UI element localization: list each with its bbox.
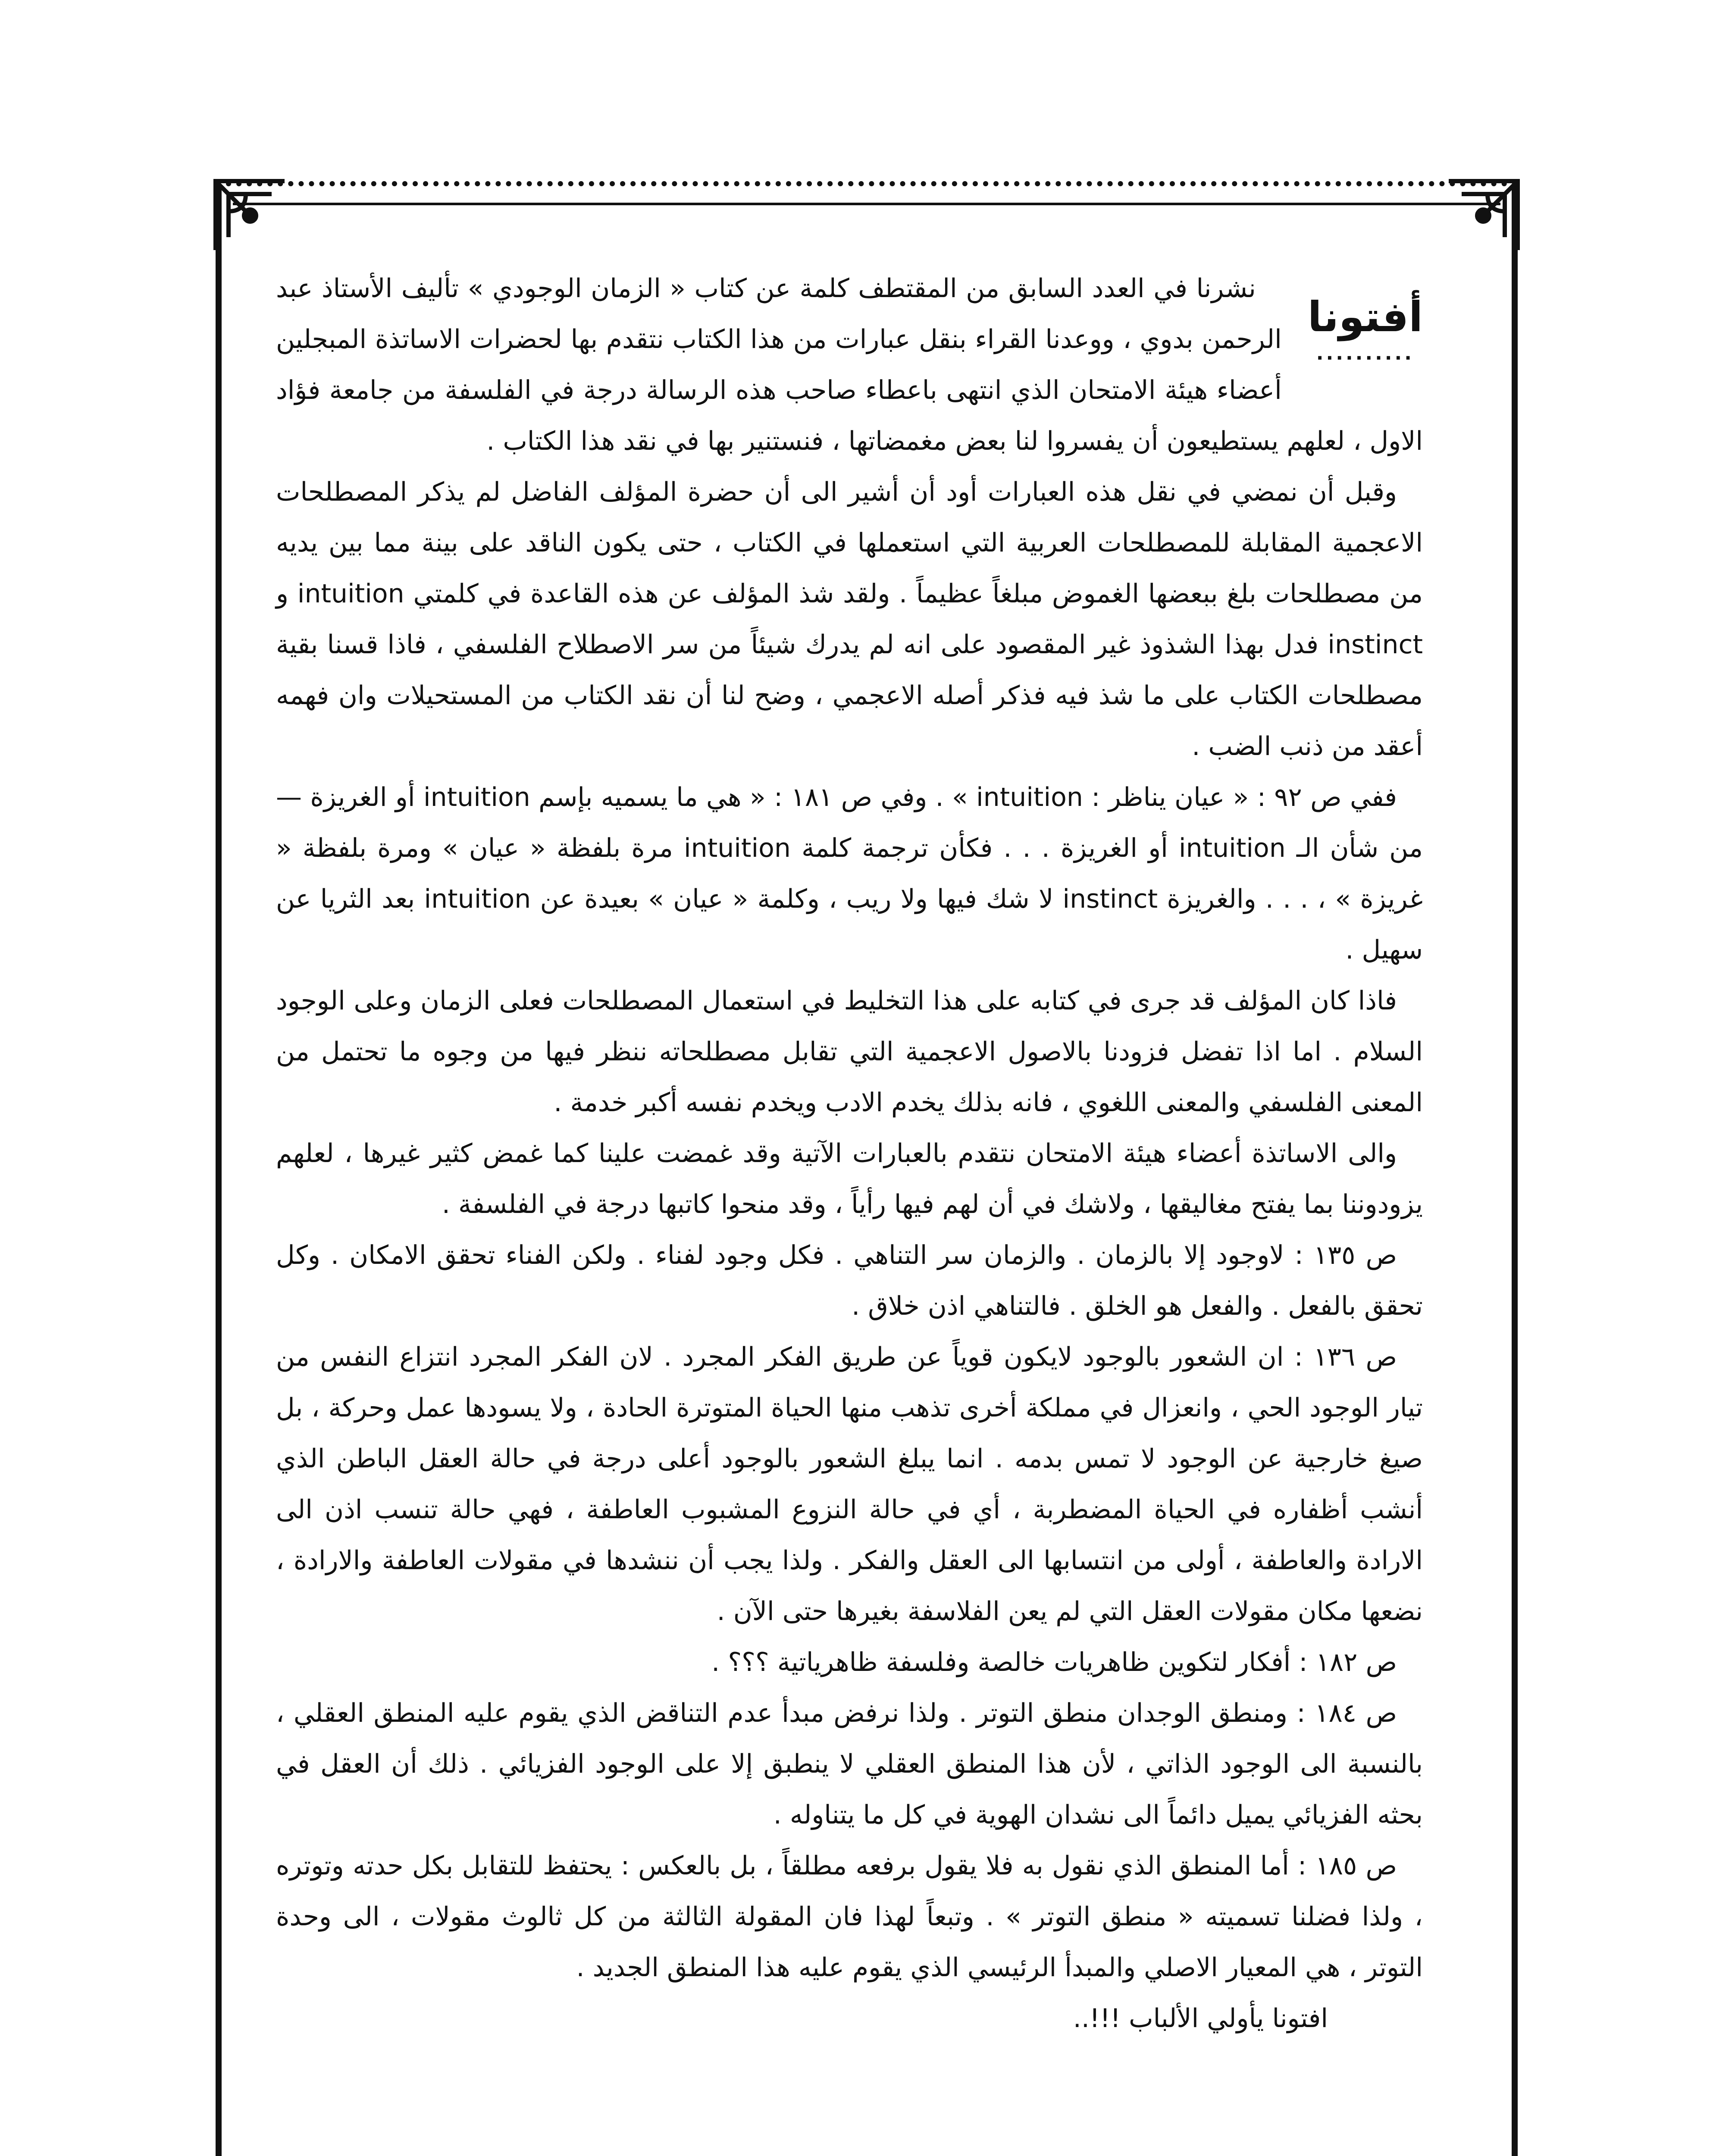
- paragraph: والى الاساتذة أعضاء هيئة الامتحان نتقدم بالعبارات الآتية وقد غمضت علينا كما غمض كثير غيرها ، لعلهم يزودوننا بما يفتح مغاليقها ، ولاشك في أن لهم فيها رأياً ، وقد منحوا كاتبها درجة في الفلسفة .: [276, 1138, 1423, 1219]
- article-body: [276, 263, 1423, 2044]
- paragraph: فاذا كان المؤلف قد جرى في كتابه على هذا التخليط في استعمال المصطلحات فعلى الزمان وعلى الوجود السلام . اما اذا تفضل فزودنا بالاصول الاعجمية التي تقابل مصطلحاته ننظر فيها من وجوه ما تحتمل من المعنى الفلسفي والمعنى اللغوي ، فانه بذلك يخدم الادب ويخدم نفسه أكبر خدمة .: [276, 986, 1423, 1118]
- article-headword: [1308, 293, 1423, 367]
- corner-ornament-icon: [1444, 168, 1531, 254]
- paragraph: نشرنا في العدد السابق من المقتطف كلمة عن كتاب « الزمان الوجودي » تأليف الأستاذ عبد الرحمن بدوي ، ووعدنا القراء بنقل عبارات من هذا الكتاب نتقدم بها لحضرات الاساتذة المبجلين أعضاء هيئة الامتحان الذي انتهى باعطاء صاحب هذه الرسالة درجة في الفلسفة من جامعة فؤاد الاول ، لعلهم يستطيعون أن يفسروا لنا بعض مغمضاتها ، فنستنير بها في نقد هذا الكتاب .: [276, 273, 1423, 456]
- paragraph: ص ١٣٥ : لاوجود إلا بالزمان . والزمان سر التناهي . فكل وجود لفناء . ولكن الفناء تحقق الامكان . وكل تحقق بالفعل . والفعل هو الخلق . فالتناهي اذن خلاق .: [276, 1240, 1423, 1321]
- paragraph: ص ١٨٥ : أما المنطق الذي نقول به فلا يقول برفعه مطلقاً ، بل بالعكس : يحتفظ للتقابل بكل حدته وتوتره ، ولذا فضلنا تسميته « منطق التوتر » . وتبعاً لهذا فان المقولة الثالثة من كل ثالوث مقولات ، الى وحدة التوتر ، هي المعيار الاصلي والمبدأ الرئيسي الذي يقوم عليه هذا المنطق الجديد .: [276, 1851, 1423, 1983]
- paragraph: ص ١٨٤ : ومنطق الوجدان منطق التوتر . ولذا نرفض مبدأ عدم التناقض الذي يقوم عليه المنطق العقلي ، بالنسبة الى الوجود الذاتي ، لأن هذا المنطق العقلي لا ينطبق إلا على الوجود الفزيائي . ذلك أن العقل في بحثه الفزيائي يميل دائماً الى نشدان الهوية في كل ما يتناوله .: [276, 1698, 1423, 1830]
- paragraph: ص ١٨٢ : أفكار لتكوين ظاهريات خالصة وفلسفة ظاهرياتية ؟؟؟ .: [711, 1647, 1397, 1677]
- corner-ornament-icon: [203, 168, 289, 254]
- closing-line: افتونا يأولي الألباب !!!..: [1073, 2003, 1328, 2034]
- paragraph: ص ١٣٦ : ان الشعور بالوجود لايكون قوياً عن طريق الفكر المجرد . لان الفكر المجرد انتزاع النفس من تيار الوجود الحي ، وانعزال في مملكة أخرى تذهب منها الحياة المتوترة الحادة ، ولا يسودها عمل وحركة ، بل صيغ خارجية عن الوجود لا تمس بدمه . انما يبلغ الشعور بالوجود أعلى درجة في حالة العقل الباطن الذي أنشب أظفاره في الحياة المضطربة ، أي في حالة النزوع المشبوب العاطفة ، فهي حالة تنسب اذن الى الارادة والعاطفة ، أولى من انتسابها الى العقل والفكر . ولذا يجب أن ننشدها في مقولات العاطفة والارادة ، نضعها مكان مقولات العقل التي لم يعن الفلاسفة بغيرها حتى الآن .: [276, 1342, 1423, 1626]
- paragraph: وقبل أن نمضي في نقل هذه العبارات أود أن أشير الى أن حضرة المؤلف الفاضل لم يذكر المصطلحات الاعجمية المقابلة للمصطلحات العربية التي استعملها في الكتاب ، حتى يكون الناقد على بينة مما بين يديه من مصطلحات بلغ ببعضها الغموض مبلغاً عظيماً . ولقد شذ المؤلف عن هذه القاعدة في كلمتي intuition و instinct فدل بهذا الشذوذ غير المقصود على انه لم يدرك شيئاً من سر الاصطلاح الفلسفي ، فاذا قسنا بقية مصطلحات الكتاب على ما شذ فيه فذكر أصله الاعجمي ، وضح لنا أن نقد الكتاب من المستحيلات وان فهمه أعقد من ذنب الضب .: [276, 477, 1423, 761]
- headword-text: أفتونا: [1307, 293, 1423, 341]
- paragraph: ففي ص ٩٢ : « عيان يناظر : intuition » . وفي ص ١٨١ : « هي ما يسميه بإسم intuition أو الغريزة — من شأن الـ intuition أو الغريزة . . . فكأن ترجمة كلمة intuition مرة بلفظة « عيان » ومرة بلفظة « غريزة » ، . . . والغريزة instinct لا شك فيها ولا ريب ، وكلمة « عيان » بعيدة عن intuition بعد الثريا عن سهيل .: [276, 782, 1423, 965]
- headword-dots: ..........: [1316, 342, 1414, 364]
